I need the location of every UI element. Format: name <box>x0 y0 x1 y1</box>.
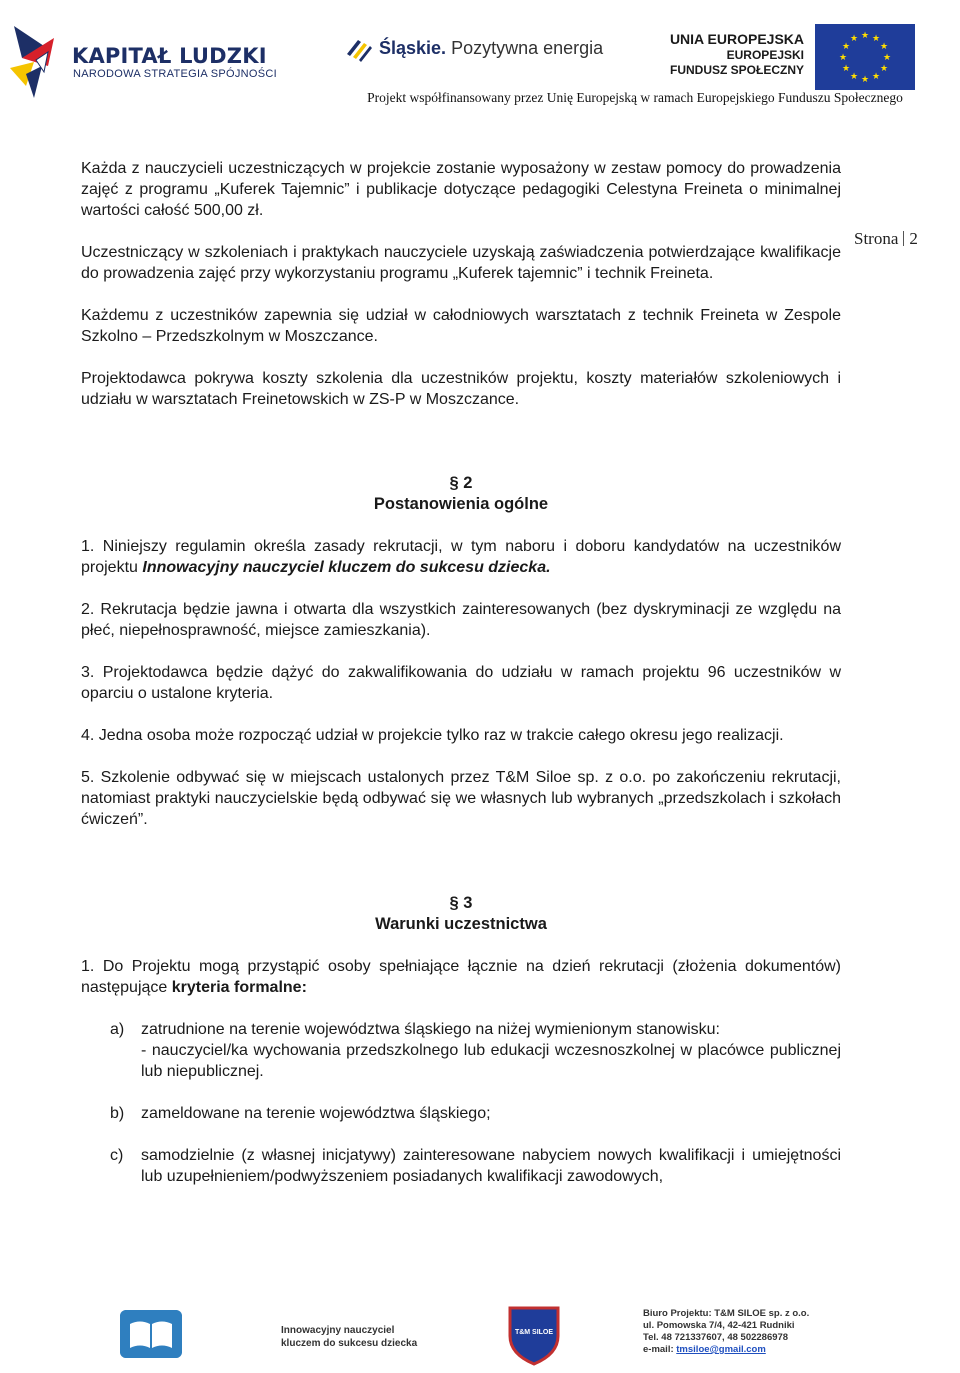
svg-text:★: ★ <box>849 72 859 82</box>
kapital-ludzki-subtitle: NARODOWA STRATEGIA SPÓJNOŚCI <box>73 68 277 80</box>
list-item-text: zameldowane na terenie województwa śląskiego; <box>141 1105 491 1122</box>
page-header <box>0 0 960 110</box>
section-2-title: Postanowienia ogólne <box>373 495 549 513</box>
svg-text:★: ★ <box>871 72 881 82</box>
svg-text:★: ★ <box>841 64 851 74</box>
page-footer <box>0 1296 960 1373</box>
list-item-subtext: - nauczyciel/ka wychowania przedszkolnego lub edukacji wczesnoszkolnej w placówce publicznej lub niepublicznej. <box>141 1042 841 1080</box>
section-2-point-4: 4. Jedna osoba może rozpocząć udział w projekcie tylko raz w trakcie całego okresu jego realizacji. <box>81 727 784 744</box>
list-marker: a) <box>110 1021 125 1038</box>
footer-project-name <box>281 1324 417 1350</box>
section-2-point-1 <box>81 536 841 578</box>
eu-text-block <box>668 30 804 78</box>
page-number <box>854 229 918 249</box>
project-name: Innowacyjny nauczyciel kluczem do sukcesu dziecka. <box>142 559 551 576</box>
svg-text:★: ★ <box>879 42 889 52</box>
svg-text:★: ★ <box>849 34 859 44</box>
footer-project-line-1: Innowacyjny nauczyciel <box>281 1325 395 1336</box>
section-2-point-1-text: 1. Niniejszy regulamin określa zasady rekrutacji, w tym naboru i doboru kandydatów na uczestników projektu <box>81 538 841 576</box>
book-logo <box>120 1310 182 1358</box>
list-item-text: samodzielnie (z własnej inicjatywy) zainteresowane nabyciem nowych kwalifikacji i umiejętności lub uzupełnieniem/podwyższeniem posiadanych kwalifikacji zawodowych, <box>141 1147 841 1185</box>
section-2-point-2: 2. Rekrutacja będzie jawna i otwarta dla wszystkich zainteresowanych (bez dyskryminacji ze względu na płeć, niepełnosprawność, miejsce zamieszkania). <box>81 601 841 639</box>
paragraph-workshops: Każdemu z uczestników zapewnia się udział w całodniowych warsztatach z technik Freineta w Zespole Szkolno – Przedszkolnym w Moszczance. <box>81 307 841 345</box>
footer-address-line-3: Tel. 48 721337607, 48 502286978 <box>643 1332 789 1343</box>
list-marker: b) <box>110 1105 125 1122</box>
paragraph-certificates: Uczestniczący w szkoleniach i praktykach nauczyciele uzyskają zaświadczenia potwierdzające kwalifikacje do prowadzenia zajęć przy wykorzystaniu programu „Kuferek tajemnic” i technik Freineta. <box>81 244 841 282</box>
list-item <box>81 1019 841 1082</box>
footer-email-row <box>643 1344 809 1356</box>
section-3-point-1 <box>81 956 841 998</box>
slaskie-slogan <box>379 38 603 59</box>
tm-siloe-shield <box>502 1302 566 1366</box>
footer-email-link[interactable]: tmsiloe@gmail.com <box>676 1344 766 1355</box>
svg-text:★: ★ <box>879 64 889 74</box>
footer-email-label: e-mail: <box>643 1344 677 1355</box>
cofinancing-note <box>0 90 960 106</box>
slaskie-tagline: Pozytywna energia <box>446 38 604 58</box>
section-3-number: § 3 <box>449 894 473 912</box>
section-2-point-3: 3. Projektodawca będzie dążyć do zakwalifikowania do udziału w ramach projektu 96 uczestników w oparciu o ustalone kryteria. <box>81 664 841 702</box>
footer-address-line-1: Biuro Projektu: T&M SILOE sp. z o.o. <box>643 1308 810 1319</box>
list-marker: c) <box>110 1147 124 1164</box>
list-item <box>81 1103 841 1124</box>
tm-siloe-shield-label: T&M SILOE <box>514 1329 554 1336</box>
eu-line-1: UNIA EUROPEJSKA <box>669 31 804 47</box>
svg-text:★: ★ <box>871 34 881 44</box>
section-2-number: § 2 <box>449 474 473 492</box>
document-body <box>81 158 841 1208</box>
eu-flag <box>815 24 915 90</box>
eu-line-2: EUROPEJSKI <box>726 48 804 62</box>
paragraph-equipment: Każda z nauczycieli uczestniczących w projekcie zostanie wyposażony w zestaw pomocy do prowadzenia zajęć z programu „Kuferek Tajemnic” i publikacje dotyczące pedagogiki Celestyna Freineta o minimalnej wartości całość 500,00 zł. <box>81 160 841 219</box>
page-number-value: 2 <box>909 229 918 248</box>
list-item <box>81 1145 841 1187</box>
page-number-separator <box>903 231 904 246</box>
section-2-point-5: 5. Szkolenie odbywać się w miejscach ustalonych przez T&M Siloe sp. z o.o. po zakończeniu rekrutacji, natomiast praktyki nauczycielskie będą odbywać się we własnych lub wybranych „przedszkolach i szkołach ćwiczeń”. <box>81 769 841 828</box>
section-3-point-1-text: 1. Do Projektu mogą przystąpić osoby spełniające łącznie na dzień rekrutacji (złożenia dokumentów) następujące <box>81 958 841 996</box>
slaskie-brand: Śląskie. <box>379 38 447 58</box>
kapital-ludzki-title: KAPITAŁ LUDZKI <box>72 44 267 68</box>
svg-text:★: ★ <box>882 53 892 63</box>
svg-text:★: ★ <box>860 31 870 41</box>
svg-text:★: ★ <box>860 75 870 85</box>
eu-line-3: FUNDUSZ SPOŁECZNY <box>669 63 804 77</box>
section-3-title: Warunki uczestnictwa <box>375 915 547 933</box>
footer-address <box>643 1308 809 1356</box>
cofinancing-text: Projekt współfinansowany przez Unię Europejską w ramach Europejskiego Funduszu Społecznego <box>367 90 903 105</box>
paragraph-costs: Projektodawca pokrywa koszty szkolenia dla uczestników projektu, koszty materiałów szkoleniowych i udziału w warsztatach Freinetowskich w ZS-P w Moszczance. <box>81 370 841 408</box>
svg-text:★: ★ <box>838 53 848 63</box>
formal-criteria-label: kryteria formalne: <box>171 979 307 996</box>
list-item-text: zatrudnione na terenie województwa śląskiego na niżej wymienionym stanowisku: <box>141 1021 720 1038</box>
page-number-label: Strona <box>854 229 899 248</box>
footer-address-line-2: ul. Pomowska 7/4, 42-421 Rudniki <box>643 1320 795 1331</box>
footer-project-line-2: kluczem do sukcesu dziecka <box>281 1338 418 1349</box>
svg-text:★: ★ <box>841 42 851 52</box>
slaskie-logo <box>344 34 374 64</box>
